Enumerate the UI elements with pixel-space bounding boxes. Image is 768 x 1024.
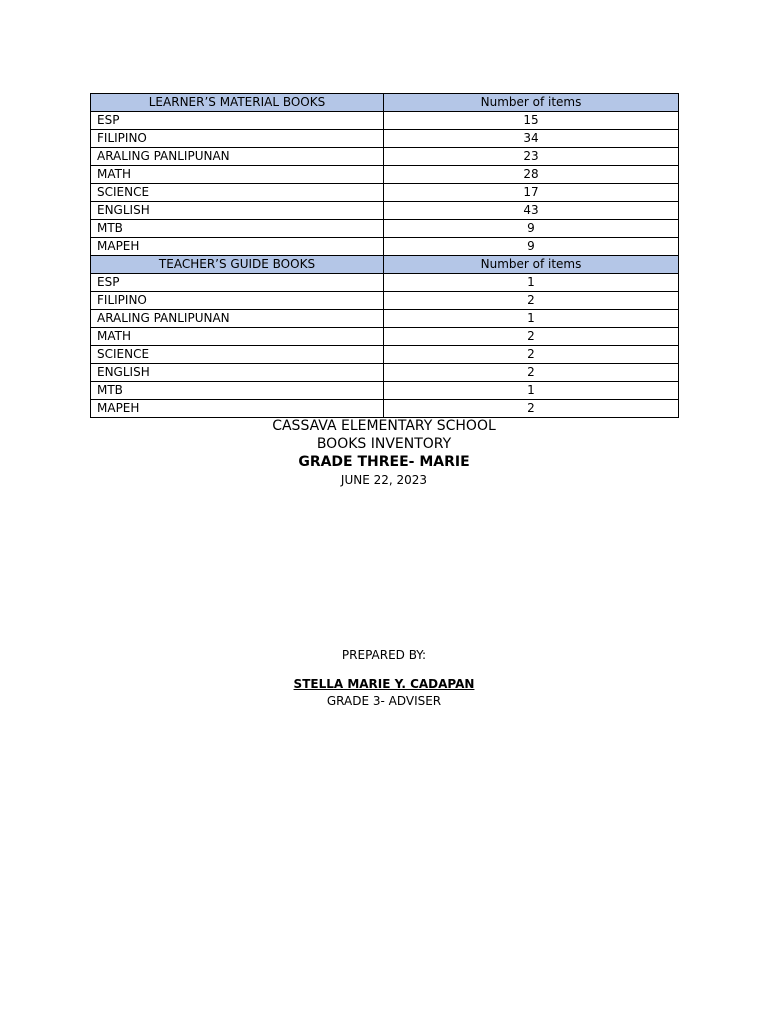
book-count: 15 <box>384 112 679 130</box>
book-name: ARALING PANLIPUNAN <box>91 148 384 166</box>
book-count: 28 <box>384 166 679 184</box>
table-row <box>91 166 679 184</box>
book-name: MATH <box>91 328 384 346</box>
table-row <box>91 112 679 130</box>
book-count: 9 <box>384 238 679 256</box>
teachers-section-header-row <box>91 256 679 274</box>
book-count: 17 <box>384 184 679 202</box>
table-row <box>91 220 679 238</box>
book-name: MTB <box>91 382 384 400</box>
book-count: 2 <box>384 328 679 346</box>
table-row <box>91 310 679 328</box>
book-name: SCIENCE <box>91 184 384 202</box>
preparer-role: GRADE 3- ADVISER <box>326 694 442 708</box>
learners-section-header: LEARNER’S MATERIAL BOOKS <box>91 94 384 112</box>
book-name: MTB <box>91 220 384 238</box>
book-count: 1 <box>384 310 679 328</box>
table-row <box>91 292 679 310</box>
book-name: ARALING PANLIPUNAN <box>91 310 384 328</box>
table-row <box>91 238 679 256</box>
learners-section-header-row <box>91 94 679 112</box>
book-count: 2 <box>384 292 679 310</box>
book-count: 2 <box>384 346 679 364</box>
grade-section-title: GRADE THREE- MARIE <box>298 454 470 470</box>
book-name: FILIPINO <box>91 130 384 148</box>
book-count: 2 <box>384 364 679 382</box>
book-name: FILIPINO <box>91 292 384 310</box>
books-inventory-table <box>90 93 679 418</box>
school-name: CASSAVA ELEMENTARY SCHOOL <box>272 418 496 434</box>
book-name: MAPEH <box>91 400 384 418</box>
book-count: 1 <box>384 274 679 292</box>
book-name: ENGLISH <box>91 364 384 382</box>
teachers-section-header: TEACHER’S GUIDE BOOKS <box>91 256 384 274</box>
book-name: MATH <box>91 166 384 184</box>
book-name: ESP <box>91 274 384 292</box>
document-date: JUNE 22, 2023 <box>340 473 428 487</box>
table-row <box>91 364 679 382</box>
document-title: BOOKS INVENTORY <box>316 436 452 452</box>
book-count: 43 <box>384 202 679 220</box>
book-name: ENGLISH <box>91 202 384 220</box>
prepared-by-label: PREPARED BY: <box>341 648 427 662</box>
book-count: 2 <box>384 400 679 418</box>
table-row <box>91 346 679 364</box>
book-count: 34 <box>384 130 679 148</box>
book-count: 1 <box>384 382 679 400</box>
table-row <box>91 274 679 292</box>
table-row <box>91 202 679 220</box>
preparer-name: STELLA MARIE Y. CADAPAN <box>293 677 475 691</box>
book-count: 23 <box>384 148 679 166</box>
book-name: ESP <box>91 112 384 130</box>
book-name: SCIENCE <box>91 346 384 364</box>
table-row <box>91 130 679 148</box>
book-count: 9 <box>384 220 679 238</box>
table-row <box>91 400 679 418</box>
table-row <box>91 382 679 400</box>
table-row <box>91 328 679 346</box>
table-row <box>91 184 679 202</box>
teachers-count-header: Number of items <box>384 256 679 274</box>
learners-count-header: Number of items <box>384 94 679 112</box>
book-name: MAPEH <box>91 238 384 256</box>
table-row <box>91 148 679 166</box>
